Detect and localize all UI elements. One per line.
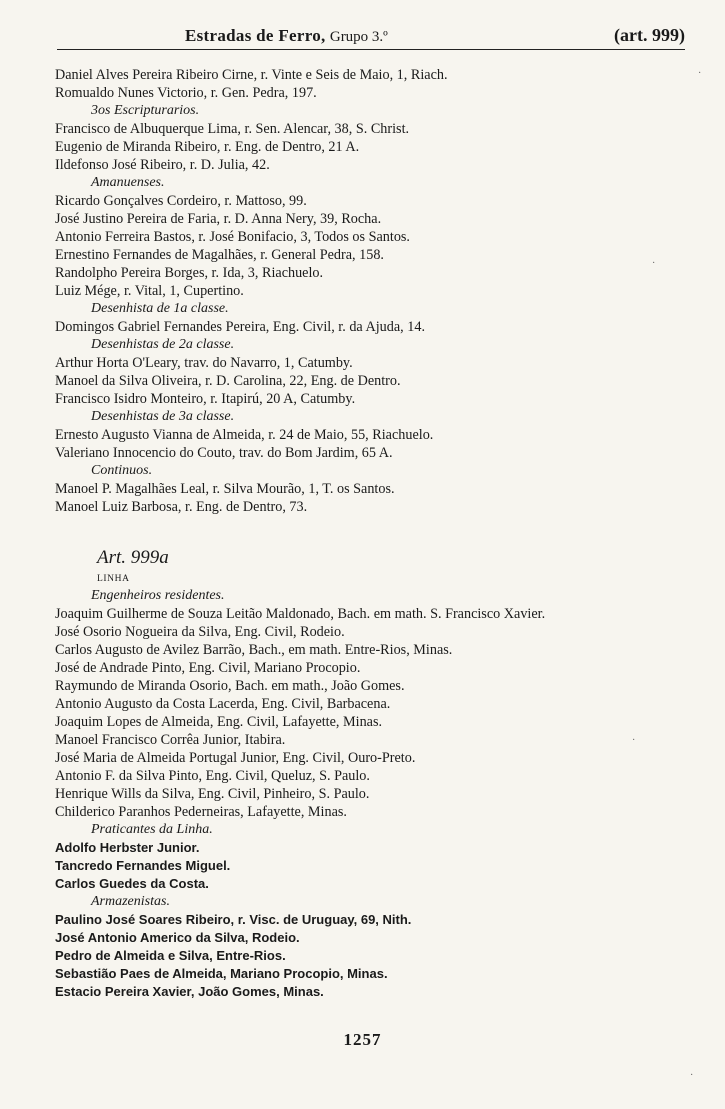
print-speck: · — [698, 68, 702, 79]
print-speck: · — [632, 735, 636, 746]
directory-entry: Raymundo de Miranda Osorio, Bach. em math., João Gomes. — [55, 678, 405, 694]
section-heading: Continuos. — [91, 463, 153, 478]
directory-entry: Arthur Horta O'Leary, trav. do Navarro, 1, Catumby. — [55, 355, 353, 371]
running-title-text: Estradas de Ferro, — [185, 26, 326, 45]
section-heading: Desenhistas de 3a classe. — [91, 409, 235, 424]
directory-entry: Domingos Gabriel Fernandes Pereira, Eng. Civil, r. da Ajuda, 14. — [55, 319, 425, 335]
directory-entry: Ernesto Augusto Vianna de Almeida, r. 24 de Maio, 55, Riachuelo. — [55, 427, 434, 443]
directory-entry: Randolpho Pereira Borges, r. Ida, 3, Riachuelo. — [55, 265, 324, 281]
section-heading: Engenheiros residentes. — [91, 588, 225, 603]
section-heading: Praticantes da Linha. — [91, 822, 213, 837]
directory-entry: Carlos Augusto de Avilez Barrão, Bach., em math. Entre-Rios, Minas. — [55, 642, 453, 658]
page-number: 1257 — [343, 1030, 382, 1049]
print-speck: · — [690, 1070, 694, 1081]
directory-entry: Antonio Augusto da Costa Lacerda, Eng. Civil, Barbacena. — [55, 696, 391, 712]
section-heading: Armazenistas. — [91, 894, 170, 909]
spacer — [55, 516, 705, 545]
group-label: Grupo 3.º — [329, 29, 388, 45]
directory-entry: Antonio Ferreira Bastos, r. José Bonifacio, 3, Todos os Santos. — [55, 229, 410, 245]
section-heading: 3os Escripturarios. — [91, 103, 200, 118]
directory-entry: Manoel Francisco Corrêa Junior, Itabira. — [55, 732, 286, 748]
header-rule — [57, 49, 685, 50]
directory-entry: Francisco de Albuquerque Lima, r. Sen. Alencar, 38, S. Christ. — [55, 121, 410, 137]
directory-entry: Carlos Guedes da Costa. — [55, 876, 209, 891]
directory-entry: Valeriano Innocencio do Couto, trav. do Bom Jardim, 65 A. — [55, 445, 393, 461]
directory-entry: José Maria de Almeida Portugal Junior, Eng. Civil, Ouro-Preto. — [55, 750, 416, 766]
directory-entry: Pedro de Almeida e Silva, Entre-Rios. — [55, 948, 286, 963]
page-header — [50, 26, 685, 48]
directory-entry: Ernestino Fernandes de Magalhães, r. General Pedra, 158. — [55, 247, 384, 263]
directory-entry: Paulino José Soares Ribeiro, r. Visc. de Uruguay, 69, Nith. — [55, 912, 412, 927]
directory-entry: Manoel da Silva Oliveira, r. D. Carolina, 22, Eng. de Dentro. — [55, 373, 401, 389]
directory-entry: Romualdo Nunes Victorio, r. Gen. Pedra, 197. — [55, 85, 317, 101]
directory-entry: Tancredo Fernandes Miguel. — [55, 858, 231, 873]
directory-entry: Joaquim Guilherme de Souza Leitão Maldonado, Bach. em math. S. Francisco Xavier. — [55, 606, 546, 622]
directory-entry: Luiz Mége, r. Vital, 1, Cupertino. — [55, 283, 244, 299]
directory-entry: Eugenio de Miranda Ribeiro, r. Eng. de Dentro, 21 A. — [55, 139, 360, 155]
directory-entry: Estacio Pereira Xavier, João Gomes, Minas. — [55, 984, 324, 999]
article-label: (art. 999) — [614, 25, 685, 45]
subsection-caps: LINHA — [97, 574, 130, 584]
directory-entry: Ildefonso José Ribeiro, r. D. Julia, 42. — [55, 157, 270, 173]
directory-entry: José Justino Pereira de Faria, r. D. Anna Nery, 39, Rocha. — [55, 211, 382, 227]
section-heading: Amanuenses. — [91, 175, 165, 190]
directory-entry: Manoel Luiz Barbosa, r. Eng. de Dentro, 73. — [55, 499, 308, 515]
section-heading: Desenhista de 1a classe. — [91, 301, 229, 316]
directory-entry: Sebastião Paes de Almeida, Mariano Procopio, Minas. — [55, 966, 388, 981]
directory-entry: Daniel Alves Pereira Ribeiro Cirne, r. Vinte e Seis de Maio, 1, Riach. — [55, 67, 448, 83]
section-heading: Desenhistas de 2a classe. — [91, 337, 235, 352]
running-title — [185, 26, 388, 46]
print-speck: · — [652, 258, 656, 269]
directory-entry: José Antonio Americo da Silva, Rodeio. — [55, 930, 300, 945]
directory-entry: Joaquim Lopes de Almeida, Eng. Civil, Lafayette, Minas. — [55, 714, 383, 730]
directory-entry: Francisco Isidro Monteiro, r. Itapirú, 20 A, Catumby. — [55, 391, 356, 407]
directory-entry: Antonio F. da Silva Pinto, Eng. Civil, Queluz, S. Paulo. — [55, 768, 370, 784]
directory-entry: José de Andrade Pinto, Eng. Civil, Mariano Procopio. — [55, 660, 361, 676]
directory-entry: Ricardo Gonçalves Cordeiro, r. Mattoso, 99. — [55, 193, 307, 209]
directory-entry: José Osorio Nogueira da Silva, Eng. Civil, Rodeio. — [55, 624, 345, 640]
article-heading: Art. 999a — [97, 547, 169, 568]
directory-entry: Childerico Paranhos Pederneiras, Lafayette, Minas. — [55, 804, 347, 820]
directory-lines — [55, 66, 705, 1001]
directory-entry: Adolfo Herbster Junior. — [55, 840, 200, 855]
directory-entry: Henrique Wills da Silva, Eng. Civil, Pinheiro, S. Paulo. — [55, 786, 370, 802]
directory-entry: Manoel P. Magalhães Leal, r. Silva Mourão, 1, T. os Santos. — [55, 481, 395, 497]
